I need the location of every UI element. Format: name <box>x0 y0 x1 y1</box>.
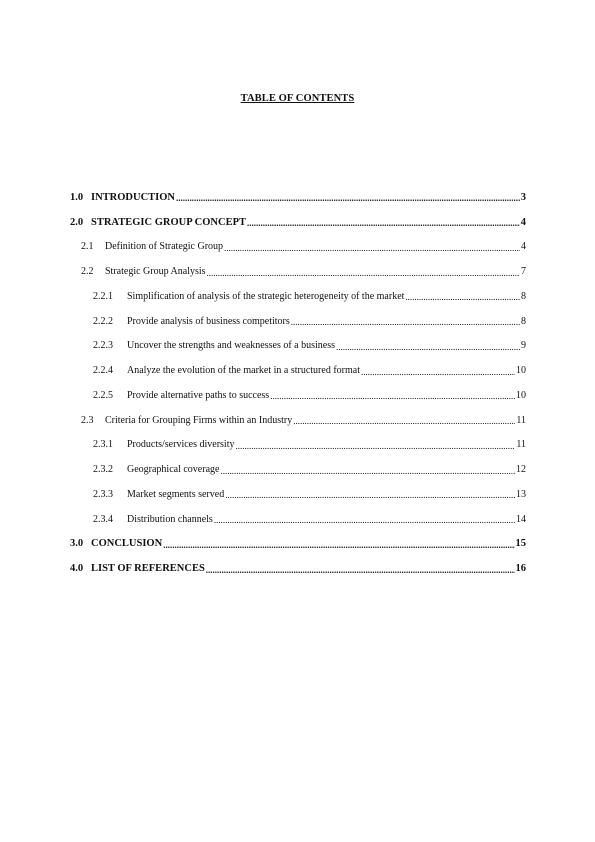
toc-entry-title: Simplification of analysis of the strategic heterogeneity of the market <box>127 290 405 302</box>
toc-entry-definition-of-strategic-group[interactable] <box>70 235 526 260</box>
dot-leader <box>291 318 520 328</box>
toc-entry-title: Provide analysis of business competitors <box>127 315 290 327</box>
toc-entry-title: Distribution channels <box>127 513 213 525</box>
dot-leader <box>163 541 514 551</box>
toc-entry-strategic-group-analysis[interactable] <box>70 259 526 284</box>
dot-leader <box>220 467 515 477</box>
toc-entry-analysis-of-competitors[interactable] <box>70 309 526 334</box>
toc-entry-page: 10 <box>516 365 526 377</box>
toc-entry-page: 11 <box>516 414 526 426</box>
toc-entry-title: Products/services diversity <box>127 439 235 451</box>
toc-entry-evolution-of-market[interactable] <box>70 358 526 383</box>
toc-entry-market-segments-served[interactable] <box>70 482 526 507</box>
toc-entry-geographical-coverage[interactable] <box>70 457 526 482</box>
toc-entry-number: 2.3.2 <box>93 464 113 476</box>
toc-entry-number: 2.0 <box>70 216 84 228</box>
toc-entry-page: 4 <box>520 216 526 228</box>
toc-entry-page: 14 <box>516 513 526 525</box>
toc-entry-introduction[interactable] <box>70 185 526 210</box>
dot-leader <box>206 566 515 576</box>
toc-entry-title: STRATEGIC GROUP CONCEPT <box>91 216 246 228</box>
toc-entry-page: 13 <box>516 488 526 500</box>
toc-entry-title: Analyze the evolution of the market in a structured format <box>127 365 360 377</box>
toc-entry-number: 2.2.1 <box>93 290 113 302</box>
toc-entry-page: 12 <box>516 464 526 476</box>
dot-leader <box>214 516 515 526</box>
dot-leader <box>293 417 515 427</box>
toc-entry-strategic-group-concept[interactable] <box>70 210 526 235</box>
toc-entry-number: 2.2 <box>81 266 94 278</box>
toc-entry-title: Market segments served <box>127 488 225 500</box>
dot-leader <box>336 343 520 353</box>
toc-entry-number: 4.0 <box>70 563 84 575</box>
toc-entry-number: 1.0 <box>70 191 84 203</box>
toc-entry-page: 4 <box>521 241 526 253</box>
toc-entry-number: 2.2.5 <box>93 389 113 401</box>
toc-entry-title: Criteria for Grouping Firms within an Industry <box>105 414 293 426</box>
toc-entry-page: 3 <box>520 191 526 203</box>
toc-entry-page: 7 <box>521 266 526 278</box>
toc-entry-page: 10 <box>516 389 526 401</box>
toc-entry-title: Uncover the strengths and weaknesses of a business <box>127 340 336 352</box>
dot-leader <box>405 293 520 303</box>
toc-entry-title: Definition of Strategic Group <box>105 241 224 253</box>
toc-entry-page: 9 <box>521 340 526 352</box>
toc-entry-number: 2.3.4 <box>93 513 113 525</box>
toc-entry-number: 2.2.2 <box>93 315 113 327</box>
toc-entry-number: 2.3.3 <box>93 488 113 500</box>
toc-entry-title: Strategic Group Analysis <box>105 266 206 278</box>
dot-leader <box>225 491 515 501</box>
toc-entry-conclusion[interactable] <box>70 532 526 557</box>
dot-leader <box>247 219 520 229</box>
dot-leader <box>235 442 515 452</box>
dot-leader <box>176 194 520 204</box>
toc-entry-title: Provide alternative paths to success <box>127 389 270 401</box>
toc-entry-number: 2.1 <box>81 241 94 253</box>
toc-entry-title: LIST OF REFERENCES <box>91 563 205 575</box>
toc-entry-page: 15 <box>515 538 526 550</box>
toc-entry-title: CONCLUSION <box>91 538 163 550</box>
dot-leader <box>361 368 515 378</box>
toc-entry-number: 2.3 <box>81 414 94 426</box>
toc-entry-products-services-diversity[interactable] <box>70 433 526 458</box>
toc-entry-distribution-channels[interactable] <box>70 507 526 532</box>
toc-entry-page: 11 <box>516 439 526 451</box>
toc-entry-list-of-references[interactable] <box>70 556 526 581</box>
toc-entry-title: INTRODUCTION <box>91 191 176 203</box>
toc-entry-simplification-of-analysis[interactable] <box>70 284 526 309</box>
toc-entry-criteria-for-grouping[interactable] <box>70 408 526 433</box>
toc-entry-page: 16 <box>515 563 526 575</box>
dot-leader <box>224 244 520 254</box>
toc-entry-strengths-and-weaknesses[interactable] <box>70 334 526 359</box>
dot-leader <box>270 392 515 402</box>
toc-entry-alternative-paths[interactable] <box>70 383 526 408</box>
toc-entry-number: 3.0 <box>70 538 84 550</box>
toc-entry-number: 2.2.3 <box>93 340 113 352</box>
toc-entry-page: 8 <box>521 315 526 327</box>
toc-entry-number: 2.3.1 <box>93 439 113 451</box>
dot-leader <box>207 269 520 279</box>
toc-entry-number: 2.2.4 <box>93 365 113 377</box>
page-title: TABLE OF CONTENTS <box>240 93 355 104</box>
toc-entry-title: Geographical coverage <box>127 464 220 476</box>
toc-entry-page: 8 <box>521 290 526 302</box>
table-of-contents <box>70 185 526 581</box>
